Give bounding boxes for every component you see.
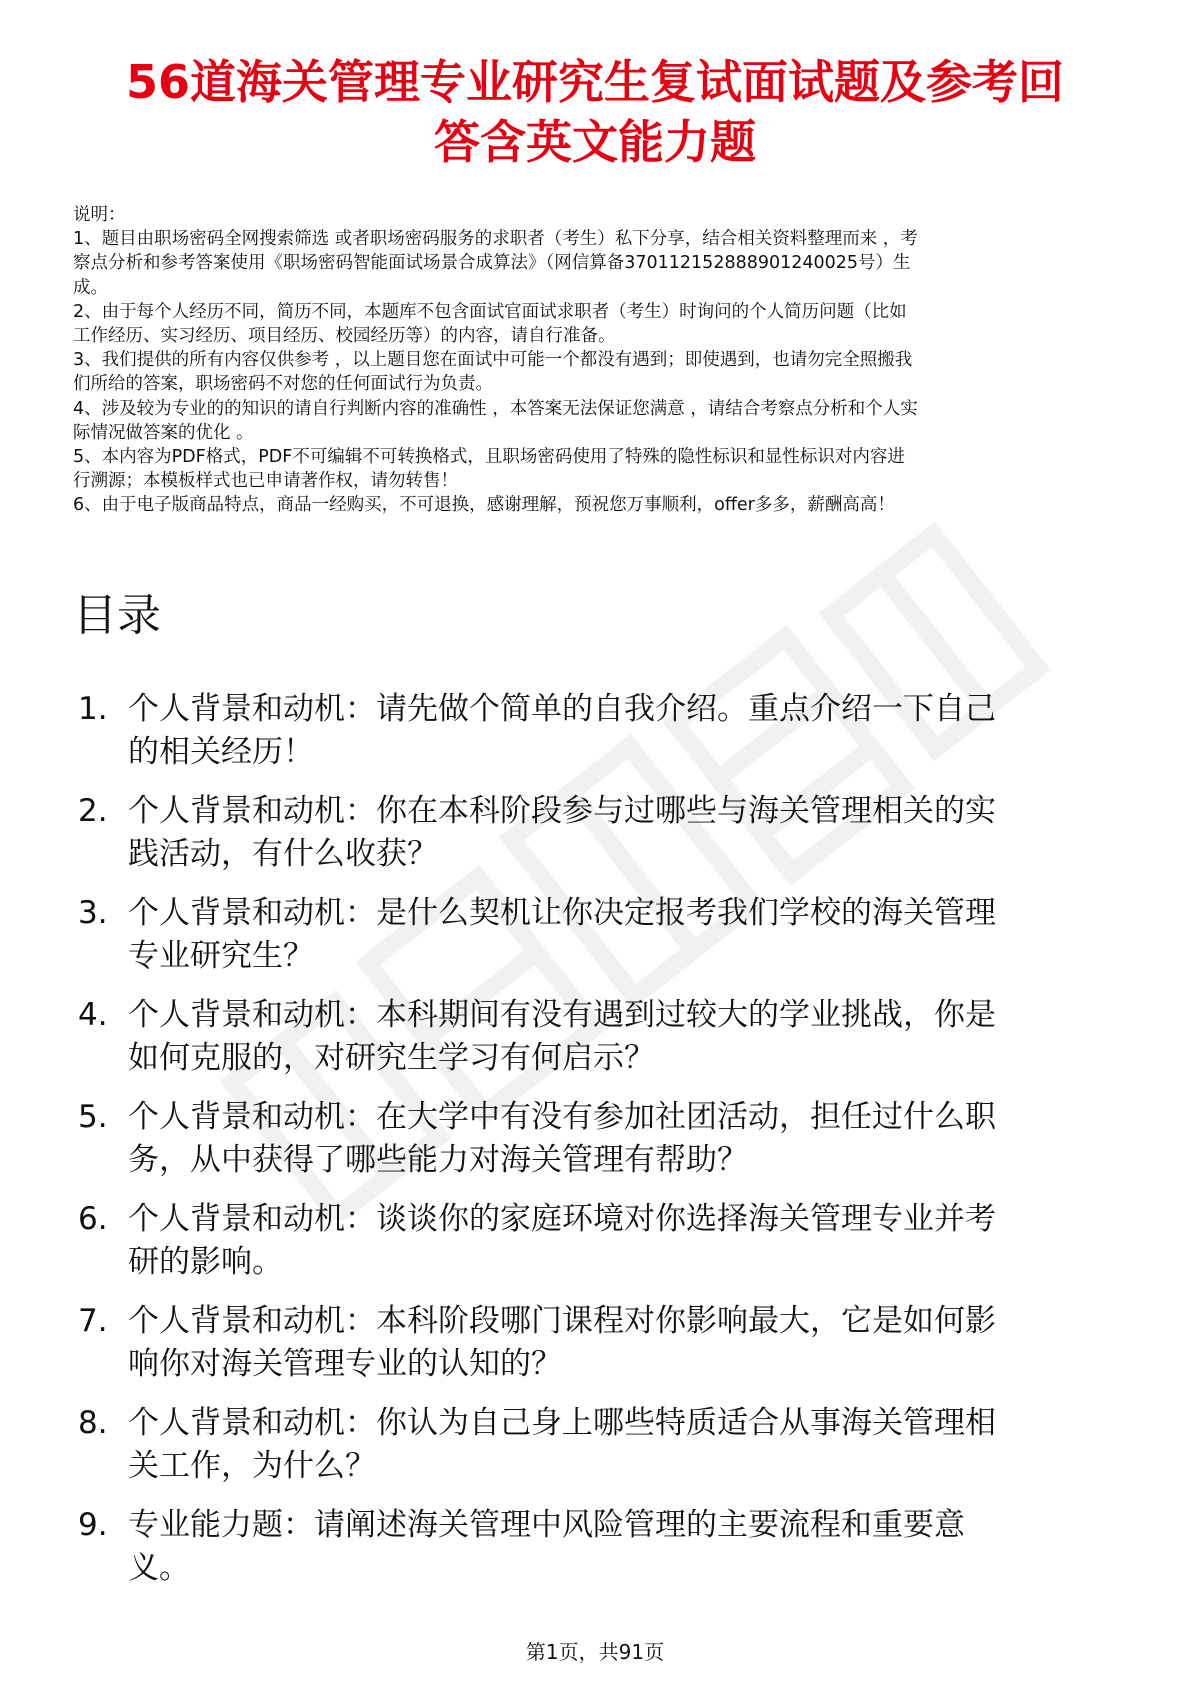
notes-line: 2、由于每个人经历不同，简历不同，本题库不包含面试官面试求职者（考生）时询问的个人简历问题（比如 — [73, 301, 907, 322]
toc-item-number: 8. — [78, 1405, 108, 1441]
notes-line: 说明： — [73, 205, 126, 225]
toc-item-number: 4. — [78, 997, 108, 1033]
toc-item-text: 践活动，有什么收获？ — [128, 836, 438, 872]
toc-item[interactable] — [73, 790, 1133, 876]
notes-line: 6、由于电子版商品特点，商品一经购买，不可退换，感谢理解，预祝您万事顺利，offer多多，薪酬高高！ — [73, 495, 895, 516]
toc-item[interactable] — [73, 1300, 1133, 1386]
instructions-block — [73, 203, 1133, 518]
toc-list — [73, 688, 1133, 1606]
toc-item-text: 如何克服的，对研究生学习有何启示？ — [128, 1040, 655, 1076]
title-line-2: 答含英文能力题 — [434, 115, 756, 169]
document-title — [60, 52, 1130, 172]
toc-item-text: 个人背景和动机：本科阶段哪门课程对你影响最大，它是如何影 — [128, 1303, 996, 1339]
toc-item-number: 7. — [78, 1303, 108, 1339]
toc-item-text: 研的影响。 — [128, 1244, 283, 1280]
toc-item[interactable] — [73, 688, 1133, 774]
toc-item-text: 专业能力题：请阐述海关管理中风险管理的主要流程和重要意 — [128, 1507, 965, 1543]
toc-item-text: 关工作，为什么？ — [128, 1448, 376, 1484]
toc-item[interactable] — [73, 1402, 1133, 1488]
notes-line: 1、题目由职场密码全网搜索筛选 或者职场密码服务的求职者（考生）私下分享，结合相关资料整理而来 ，考 — [73, 229, 918, 250]
toc-item-text: 个人背景和动机：请先做个简单的自我介绍。重点介绍一下自己 — [128, 691, 996, 727]
notes-line: 察点分析和参考答案使用《职场密码智能面试场景合成算法》（网信算备370112152888901240025号）生 — [73, 253, 911, 274]
toc-item-text: 的相关经历！ — [128, 734, 314, 770]
toc-item-number: 2. — [78, 793, 108, 829]
toc-item[interactable] — [73, 1096, 1133, 1182]
toc-item-text: 专业研究生？ — [128, 938, 314, 974]
toc-item[interactable] — [73, 1504, 1133, 1590]
notes-line: 5、本内容为PDF格式，PDF不可编辑不可转换格式，且职场密码使用了特殊的隐性标识和显性标识对内容进 — [73, 447, 905, 468]
toc-item-text: 个人背景和动机：你在本科阶段参与过哪些与海关管理相关的实 — [128, 793, 996, 829]
toc-item-text: 个人背景和动机：你认为自己身上哪些特质适合从事海关管理相 — [128, 1405, 996, 1441]
toc-item[interactable] — [73, 994, 1133, 1080]
toc-item-number: 1. — [78, 691, 108, 727]
notes-line: 4、涉及较为专业的的知识的请自行判断内容的准确性 ，本答案无法保证您满意 ，请结合考察点分析和个人实 — [73, 398, 918, 419]
notes-line: 3、我们提供的所有内容仅供参考 ，以上题目您在面试中可能一个都没有遇到；即使遇到，也请勿完全照搬我 — [73, 350, 913, 371]
notes-line: 行溯源；本模板样式也已申请著作权，请勿转售！ — [73, 471, 458, 492]
toc-item[interactable] — [73, 1198, 1133, 1284]
toc-item-number: 3. — [78, 895, 108, 931]
toc-item-text: 个人背景和动机：谈谈你的家庭环境对你选择海关管理专业并考 — [128, 1201, 996, 1237]
notes-line: 际情况做答案的优化 。 — [73, 422, 254, 443]
toc-item-text: 个人背景和动机：在大学中有没有参加社团活动，担任过什么职 — [128, 1099, 996, 1135]
toc-item-text: 务，从中获得了哪些能力对海关管理有帮助？ — [128, 1142, 748, 1178]
toc-item-text: 个人背景和动机：是什么契机让你决定报考我们学校的海关管理 — [128, 895, 996, 931]
page-footer: 第1页，共91页 — [525, 1640, 665, 1664]
toc-item-number: 6. — [78, 1201, 108, 1237]
toc-item-number: 5. — [78, 1099, 108, 1135]
notes-line: 工作经历、实习经历、项目经历、校园经历等）的内容，请自行准备。 — [73, 326, 616, 347]
toc-item[interactable] — [73, 892, 1133, 978]
toc-item-text: 义。 — [128, 1550, 190, 1586]
toc-item-text: 个人背景和动机：本科期间有没有遇到过较大的学业挑战，你是 — [128, 997, 996, 1033]
toc-item-number: 9. — [78, 1507, 108, 1543]
toc-item-text: 响你对海关管理专业的认知的？ — [128, 1346, 562, 1382]
notes-line: 成。 — [73, 277, 108, 298]
notes-line: 们所给的答案，职场密码不对您的任何面试行为负责。 — [73, 374, 493, 395]
title-line-1: 56道海关管理专业研究生复试面试题及参考回 — [125, 55, 1064, 109]
toc-heading: 目录 — [73, 590, 161, 641]
